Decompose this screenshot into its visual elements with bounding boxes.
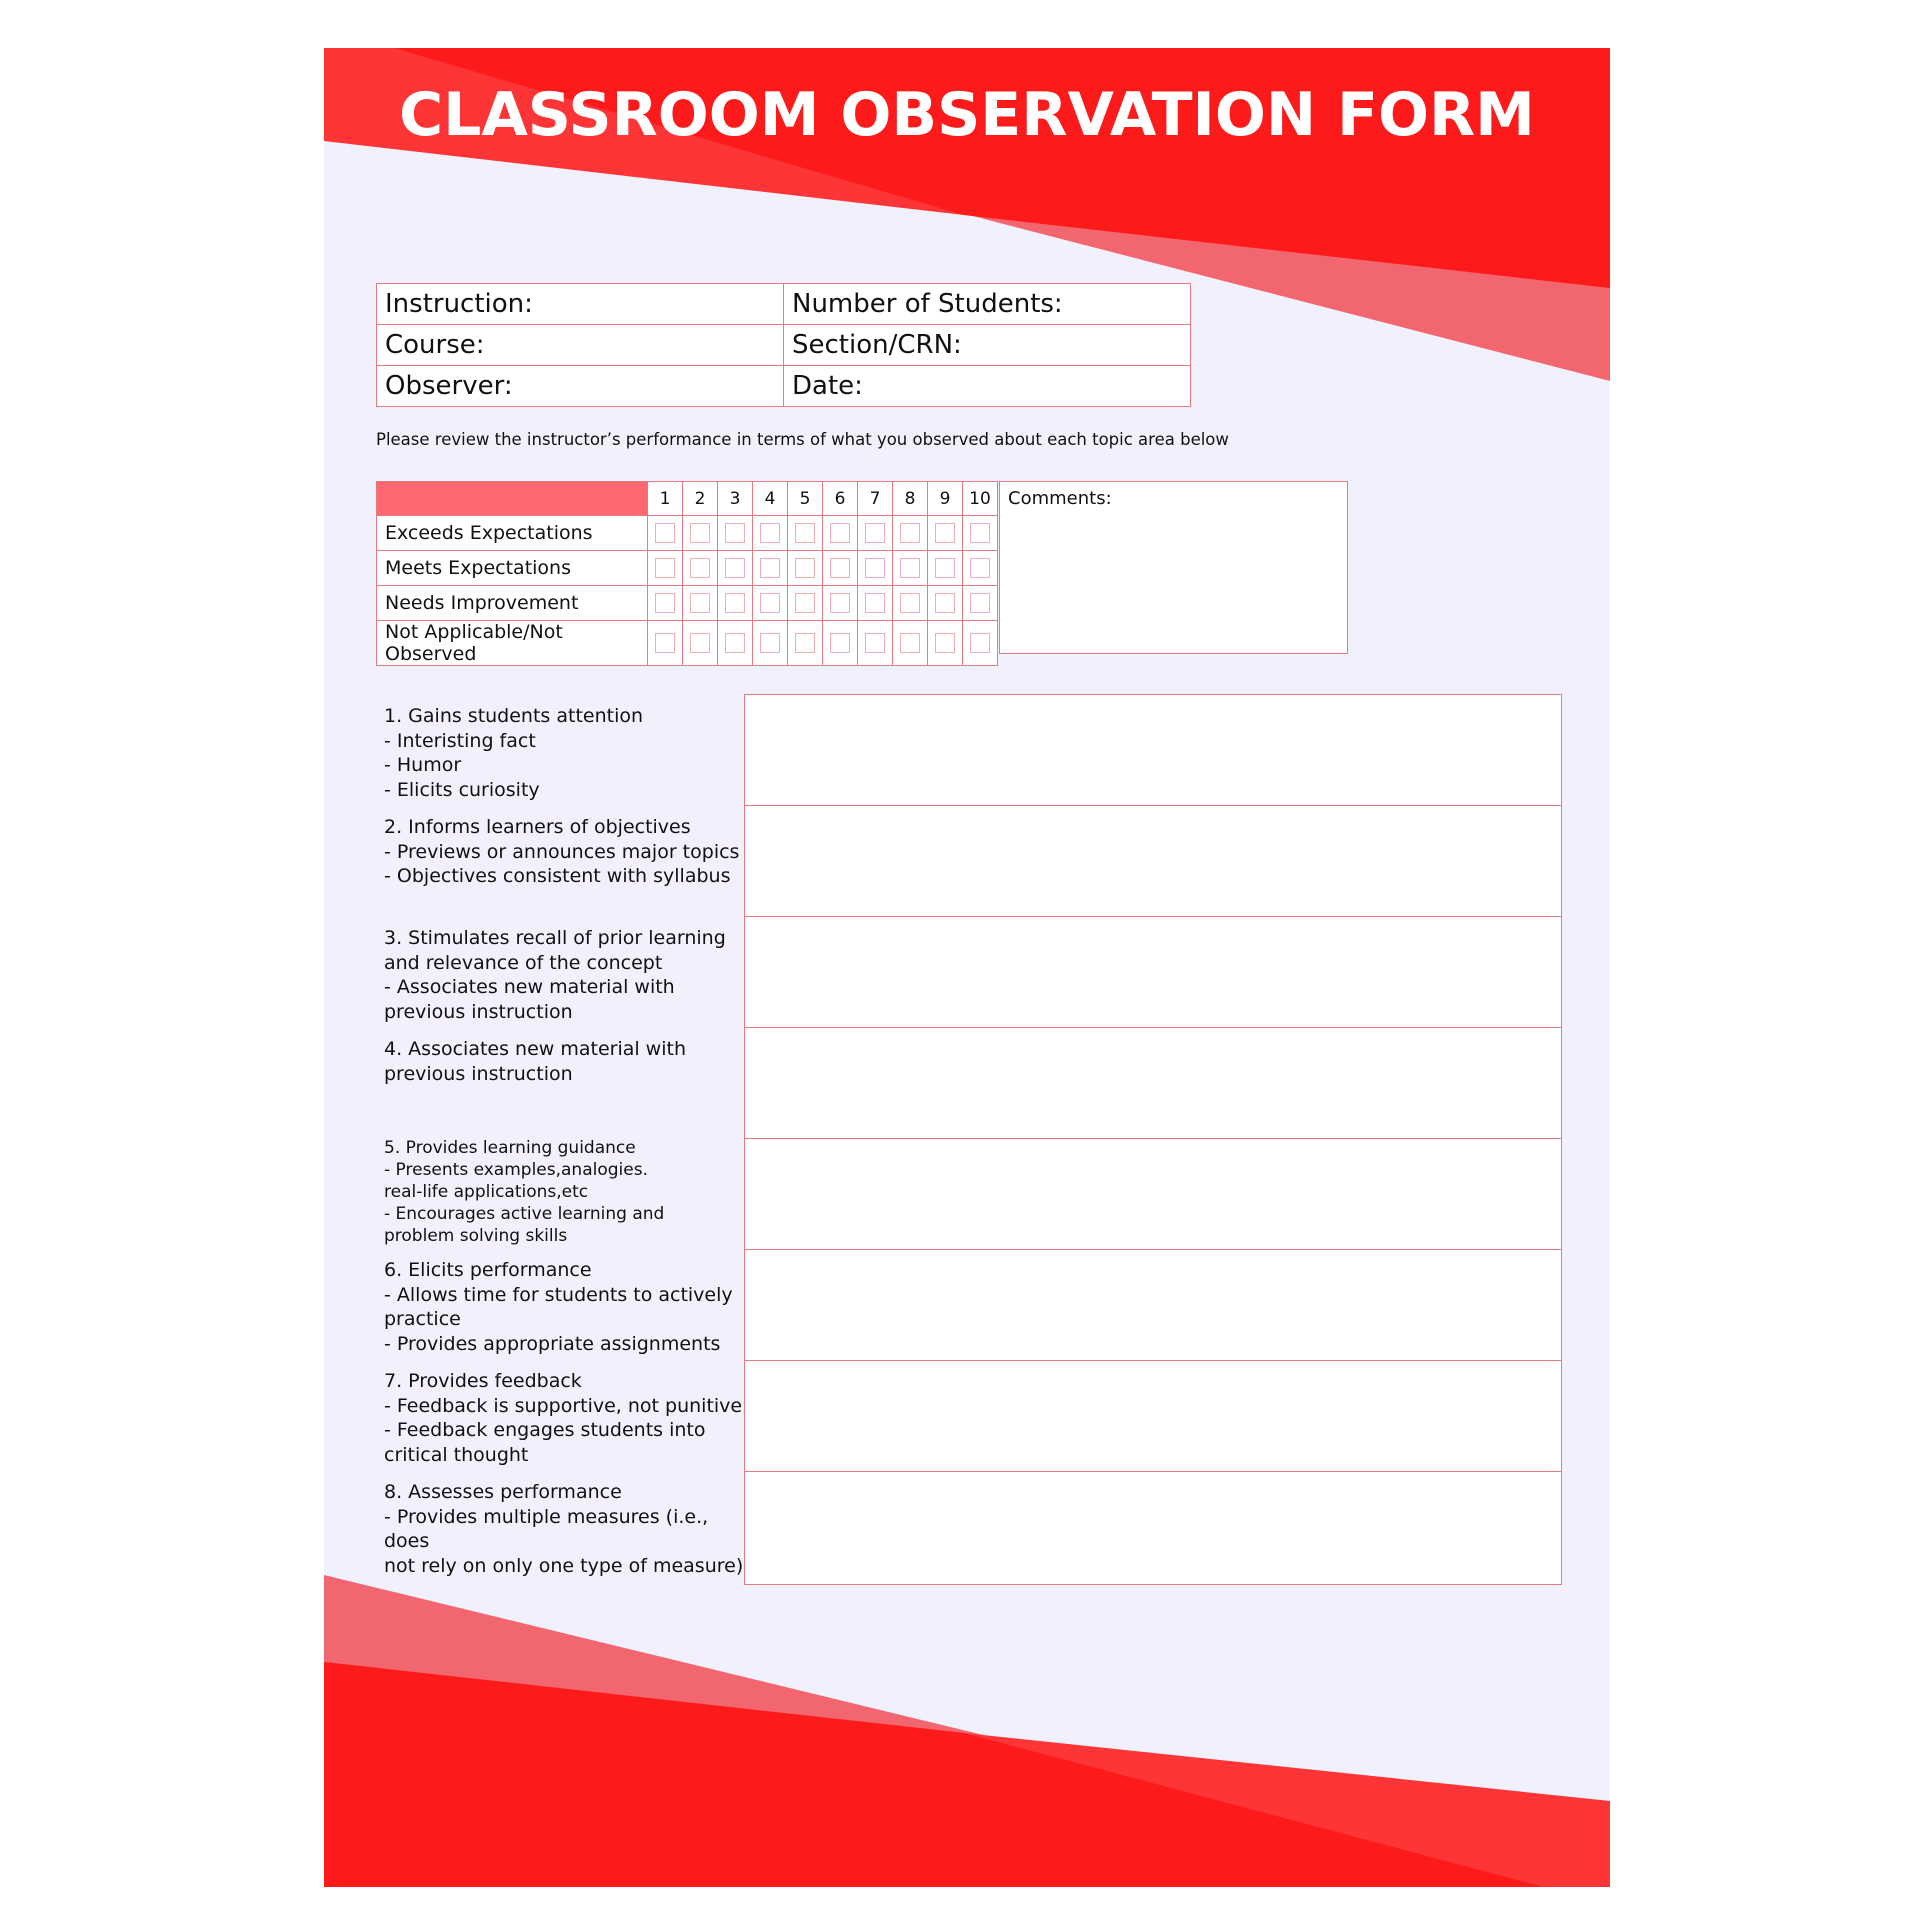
scale-2: 2 xyxy=(683,482,718,516)
comments-box[interactable] xyxy=(999,481,1348,654)
checkbox[interactable] xyxy=(935,593,955,613)
rating-row-needs-improvement xyxy=(377,586,998,621)
date-field[interactable]: Date: xyxy=(784,366,1191,407)
checkbox[interactable] xyxy=(970,558,990,578)
answer-box-1[interactable] xyxy=(745,695,1561,806)
checkbox[interactable] xyxy=(935,558,955,578)
checkbox[interactable] xyxy=(970,593,990,613)
form-title: CLASSROOM OBSERVATION FORM xyxy=(399,80,1535,150)
rating-row-not-applicable xyxy=(377,621,998,666)
bottom-red-band xyxy=(324,1662,1544,1887)
checkbox[interactable] xyxy=(935,633,955,653)
checkbox[interactable] xyxy=(760,633,780,653)
checkbox[interactable] xyxy=(970,633,990,653)
checkbox[interactable] xyxy=(900,593,920,613)
criterion-1-text: 1. Gains students attention - Interisting fact - Humor - Elicits curiosity xyxy=(384,705,644,801)
instruction-field[interactable]: Instruction: xyxy=(377,284,784,325)
scale-9: 9 xyxy=(928,482,963,516)
checkbox[interactable] xyxy=(900,523,920,543)
checkbox[interactable] xyxy=(900,633,920,653)
answer-box-6[interactable] xyxy=(745,1250,1561,1361)
checkbox[interactable] xyxy=(655,593,675,613)
rating-grid xyxy=(376,481,998,666)
rating-header-corner xyxy=(377,482,648,516)
checkbox[interactable] xyxy=(690,593,710,613)
rating-row-meets xyxy=(377,551,998,586)
criterion-3-text: 3. Stimulates recall of prior learning and relevance of the concept - Associates new material with previous instruction xyxy=(384,927,726,1023)
rating-label-not-applicable: Not Applicable/Not Observed xyxy=(377,621,648,666)
checkbox[interactable] xyxy=(655,633,675,653)
criterion-2-text: 2. Informs learners of objectives - Previews or announces major topics - Objectives consistent with syllabus xyxy=(384,816,740,887)
checkbox[interactable] xyxy=(935,523,955,543)
checkbox[interactable] xyxy=(795,593,815,613)
checkbox[interactable] xyxy=(655,558,675,578)
instruction-note: Please review the instructor’s performance in terms of what you observed about each topic area below xyxy=(376,430,1229,449)
checkbox[interactable] xyxy=(830,633,850,653)
answer-box-3[interactable] xyxy=(745,917,1561,1028)
criterion-7-text: 7. Provides feedback - Feedback is supportive, not punitive - Feedback engages students into critical thought xyxy=(384,1370,743,1466)
section-crn-field[interactable]: Section/CRN: xyxy=(784,325,1191,366)
checkbox[interactable] xyxy=(760,523,780,543)
checkbox[interactable] xyxy=(795,558,815,578)
checkbox[interactable] xyxy=(865,523,885,543)
checkbox[interactable] xyxy=(900,558,920,578)
answer-column xyxy=(744,694,1562,1585)
scale-1: 1 xyxy=(648,482,683,516)
checkbox[interactable] xyxy=(725,523,745,543)
answer-box-5[interactable] xyxy=(745,1139,1561,1250)
checkbox[interactable] xyxy=(760,593,780,613)
checkbox[interactable] xyxy=(760,558,780,578)
scale-8: 8 xyxy=(893,482,928,516)
criterion-4-text: 4. Associates new material with previous instruction xyxy=(384,1038,686,1085)
checkbox[interactable] xyxy=(690,633,710,653)
scale-6: 6 xyxy=(823,482,858,516)
checkbox[interactable] xyxy=(690,558,710,578)
checkbox[interactable] xyxy=(830,593,850,613)
checkbox[interactable] xyxy=(655,523,675,543)
rating-label-needs-improvement: Needs Improvement xyxy=(377,586,648,621)
checkbox[interactable] xyxy=(970,523,990,543)
checkbox[interactable] xyxy=(725,558,745,578)
checkbox[interactable] xyxy=(830,523,850,543)
checkbox[interactable] xyxy=(865,593,885,613)
checkbox[interactable] xyxy=(865,558,885,578)
checkbox[interactable] xyxy=(795,523,815,543)
checkbox[interactable] xyxy=(725,593,745,613)
rating-row-exceeds xyxy=(377,516,998,551)
rating-label-exceeds: Exceeds Expectations xyxy=(377,516,648,551)
checkbox[interactable] xyxy=(690,523,710,543)
scale-3: 3 xyxy=(718,482,753,516)
number-of-students-field[interactable]: Number of Students: xyxy=(784,284,1191,325)
rating-label-meets: Meets Expectations xyxy=(377,551,648,586)
course-field[interactable]: Course: xyxy=(377,325,784,366)
answer-box-8[interactable] xyxy=(745,1472,1561,1583)
checkbox[interactable] xyxy=(795,633,815,653)
answer-box-7[interactable] xyxy=(745,1361,1561,1472)
checkbox[interactable] xyxy=(725,633,745,653)
scale-10: 10 xyxy=(963,482,998,516)
checkbox[interactable] xyxy=(830,558,850,578)
criterion-8-text: 8. Assesses performance - Provides multiple measures (i.e., does not rely on only one type of measure) xyxy=(384,1481,744,1577)
answer-box-4[interactable] xyxy=(745,1028,1561,1139)
comments-label: Comments: xyxy=(1008,488,1112,509)
checkbox[interactable] xyxy=(865,633,885,653)
criterion-6-text: 6. Elicits performance - Allows time for students to actively practice - Provides appropriate assignments xyxy=(384,1259,733,1355)
scale-7: 7 xyxy=(858,482,893,516)
scale-4: 4 xyxy=(753,482,788,516)
answer-box-2[interactable] xyxy=(745,806,1561,917)
criterion-5-text: 5. Provides learning guidance - Presents examples,analogies. real-life applications,etc - Encourages active learning and problem solving skills xyxy=(384,1138,665,1246)
observer-field[interactable]: Observer: xyxy=(377,366,784,407)
info-table xyxy=(376,283,1191,407)
scale-5: 5 xyxy=(788,482,823,516)
form-page xyxy=(324,48,1610,1887)
